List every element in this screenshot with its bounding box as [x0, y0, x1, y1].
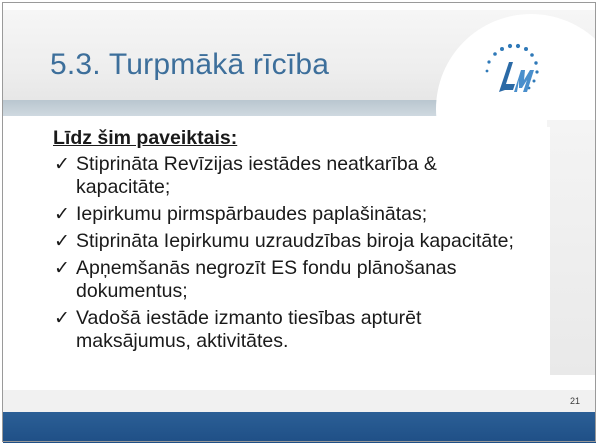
check-icon: ✓	[54, 204, 70, 225]
item-line: Vadošā iestāde izmanto tiesības apturēt	[76, 307, 422, 329]
page-number: 21	[569, 396, 580, 406]
check-icon: ✓	[54, 231, 70, 252]
item-line: maksājumus, aktivitātes.	[76, 330, 289, 352]
item-line: dokumentus;	[76, 280, 188, 302]
item-line: Iepirkumu pirmspārbaudes paplašinātas;	[76, 203, 428, 225]
section-subtitle: Līdz šim paveiktais:	[53, 127, 238, 149]
item-line: Stiprināta Revīzijas iestādes neatkarība &	[76, 153, 437, 175]
check-icon: ✓	[54, 258, 70, 279]
item-line: Apņemšanās negrozīt ES fondu plānošanas	[76, 257, 457, 279]
check-icon: ✓	[54, 154, 70, 175]
slide-title: 5.3. Turpmākā rīcība	[50, 48, 330, 81]
item-line: Stiprināta Iepirkumu uzraudzības biroja kapacitāte;	[76, 230, 514, 252]
check-icon: ✓	[54, 308, 70, 329]
item-line: kapacitāte;	[76, 176, 171, 198]
slide-frame	[2, 2, 596, 442]
